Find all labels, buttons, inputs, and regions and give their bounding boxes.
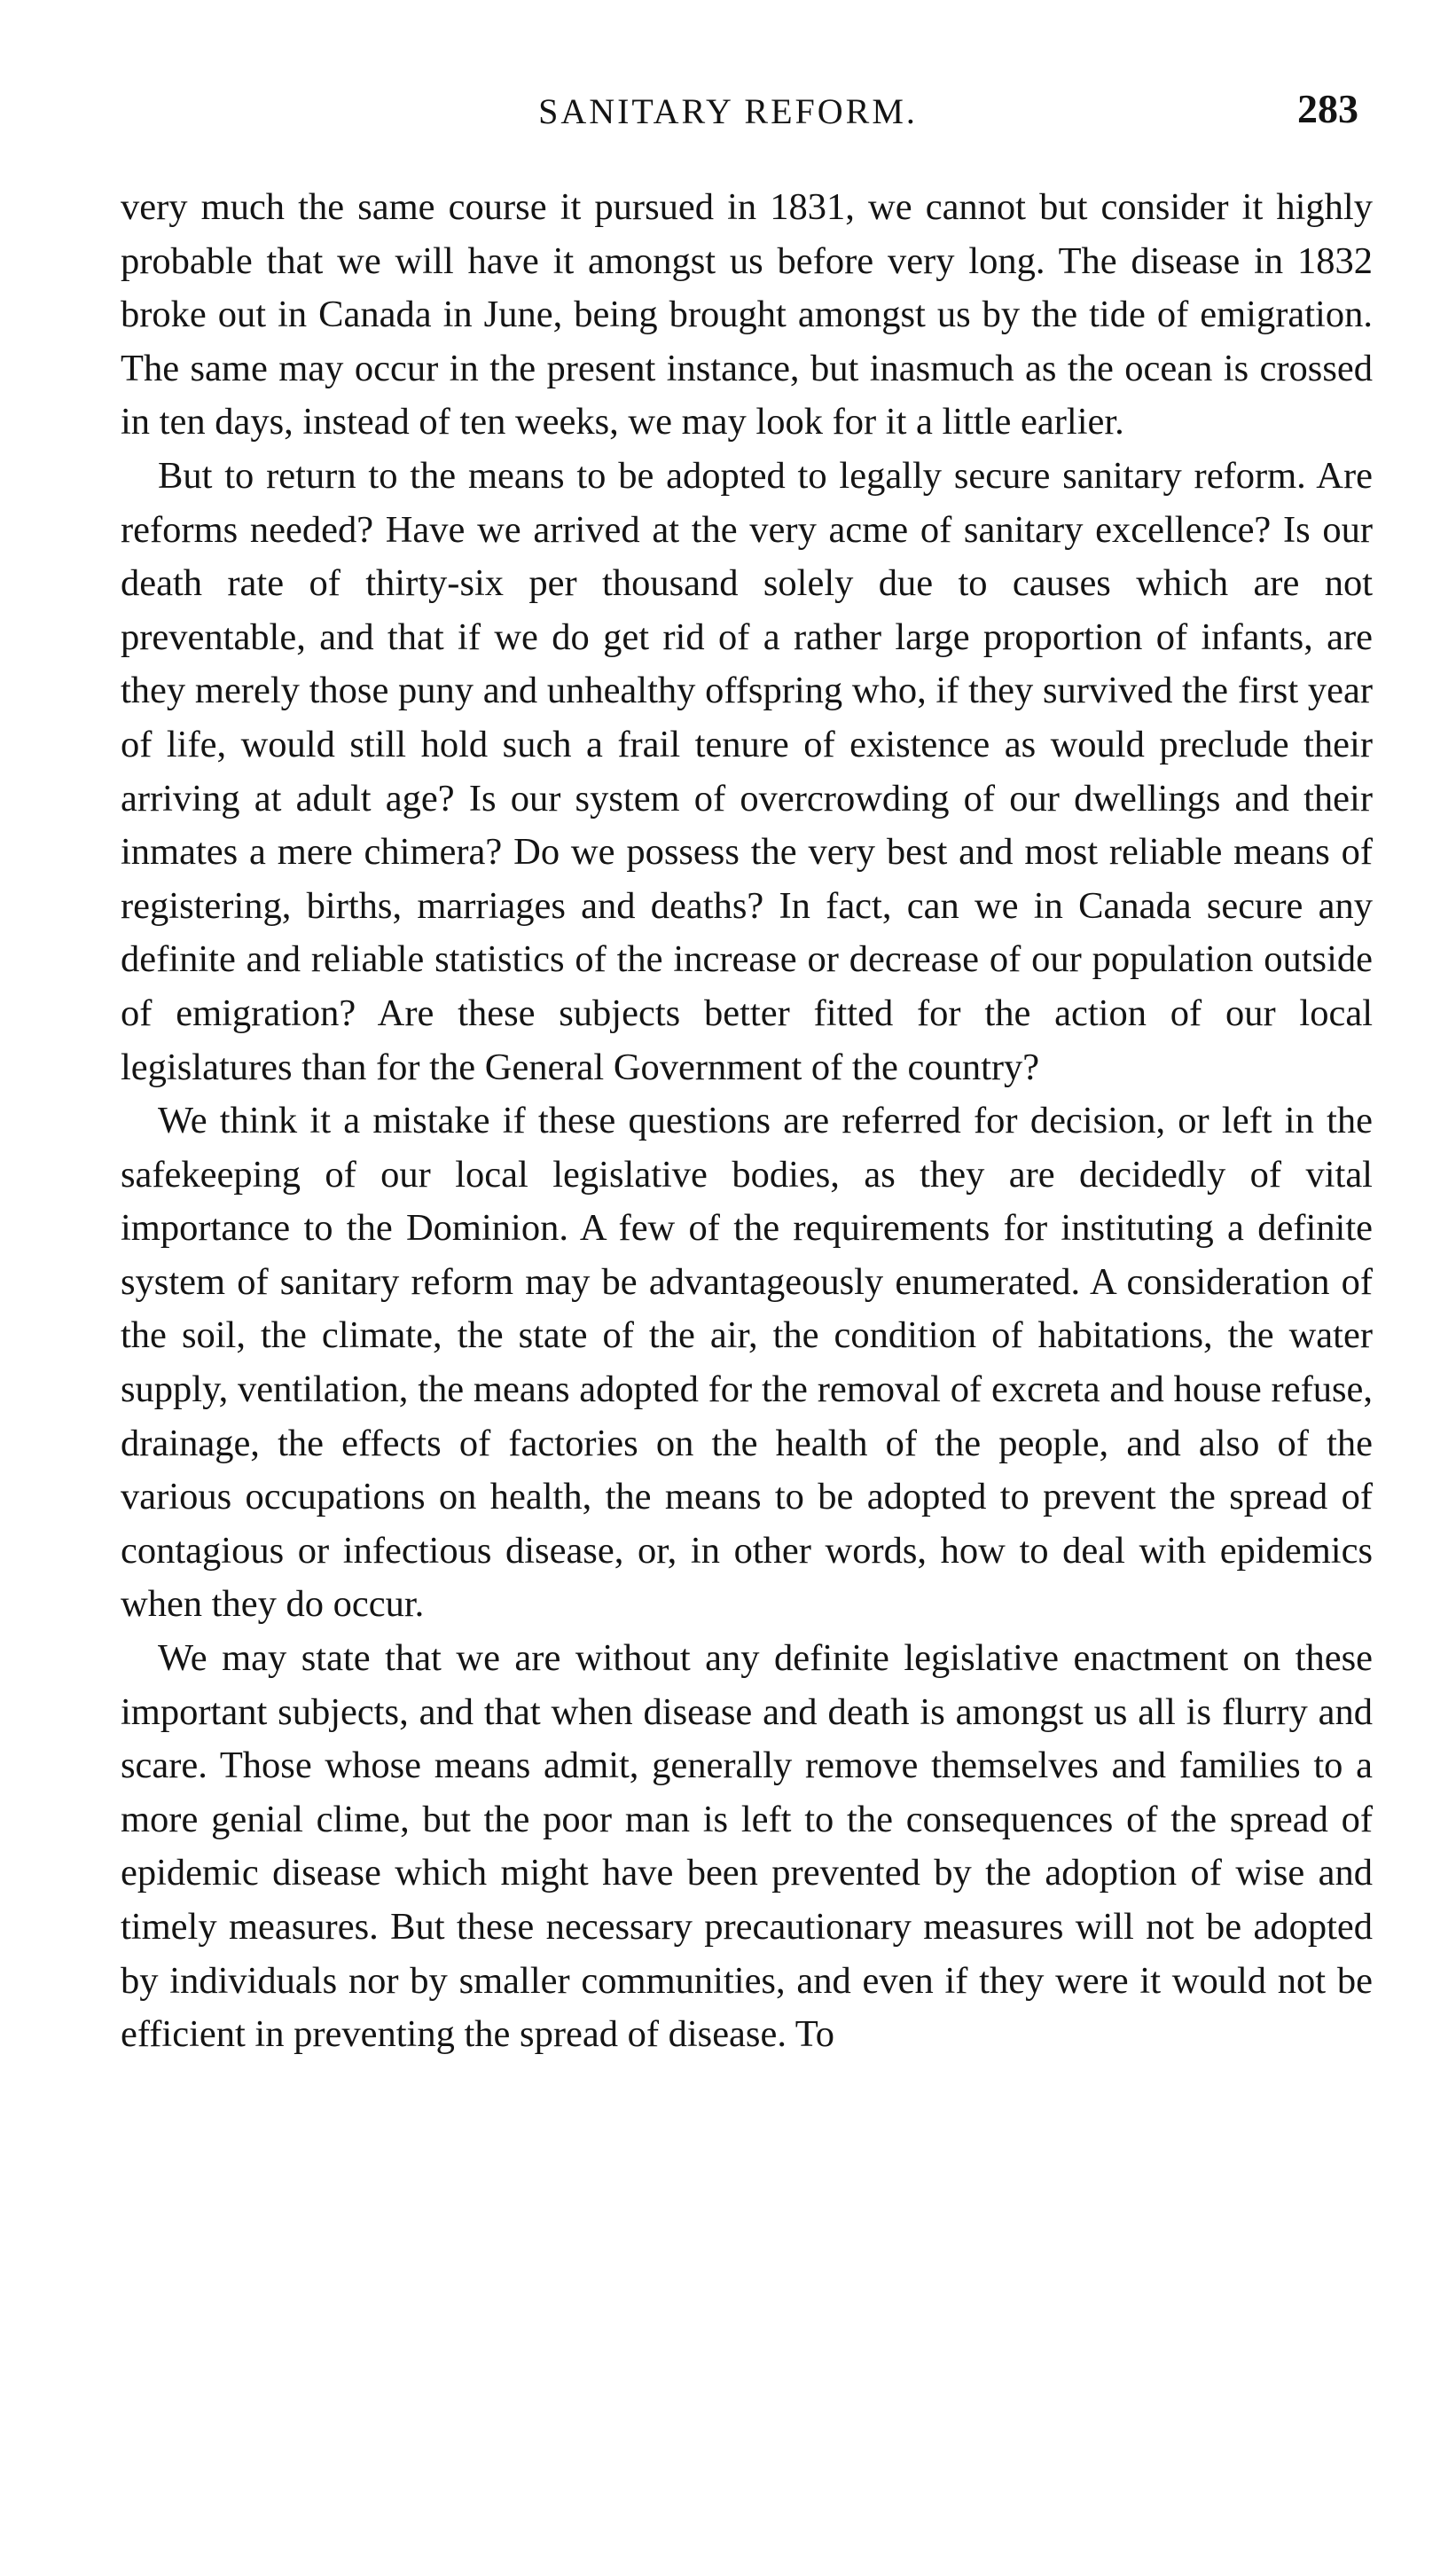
- paragraph-without-legislation: We may state that we are without any definite legislative enactment on these important subjects, and that when disease and death is amongst us all is flurry and scare. Those whose means admit, generally remove themselves and families to a more genial clime, but the poor man is left to the consequences of the spread of epidemic disease which might have been prevented by the adoption of wise and timely measures. But these necessary precautionary measures will not be adopted by individuals nor by smaller communities, and even if they were it would not be efficient in preventing the spread of disease. To: [121, 1637, 1373, 2056]
- page-number: 283: [1297, 86, 1358, 131]
- paragraph-return-to-means: But to return to the means to be adopted to legally secure sanitary reform. Are reforms needed? Have we arrived at the very acme of sanitary excellence? Is our death rate of thirty-six per thousand solely due to causes which are not preventable, and that if we do get rid of a rather large proportion of infants, are they merely those puny and unhealthy offspring who, if they survived the first year of life, would still hold such a frail tenure of existence as would preclude their arriving at adult age? Is our system of overcrowding of our dwellings and their inmates a mere chimera? Do we possess the very best and most reliable means of registering, births, marriages and deaths? In fact, can we in Canada secure any definite and reliable statistics of the increase or decrease of our population outside of emigration? Are these subjects better fitted for the action of our local legislatures than for the General Government of the country?: [121, 454, 1373, 1088]
- paragraph-continued: very much the same course it pursued in 1831, we cannot but consider it highly probable that we will have it amongst us before very long. The disease in 1832 broke out in Canada in June, being brought amongst us by the tide of emigration. The same may occur in the present instance, but inasmuch as the ocean is crossed in ten days, instead of ten weeks, we may look for it a little earlier.: [121, 186, 1373, 443]
- running-head: [0, 85, 1456, 138]
- paragraph-mistake: We think it a mistake if these questions are referred for decision, or left in the safekeeping of our local legislative bodies, as they are decidedly of vital importance to the Dominion. A few of the requirements for instituting a definite system of sanitary reform may be advantageously enumerated. A consideration of the soil, the climate, the state of the air, the condition of habitations, the water supply, ventilation, the means adopted for the removal of excreta and house refuse, drainage, the effects of factories on the health of the people, and also of the various occupations on health, the means to be adopted to prevent the spread of contagious or infectious disease, or, in other words, how to deal with epidemics when they do occur.: [121, 1100, 1373, 1626]
- body-text: [121, 181, 1373, 2062]
- running-title: SANITARY REFORM.: [538, 91, 918, 131]
